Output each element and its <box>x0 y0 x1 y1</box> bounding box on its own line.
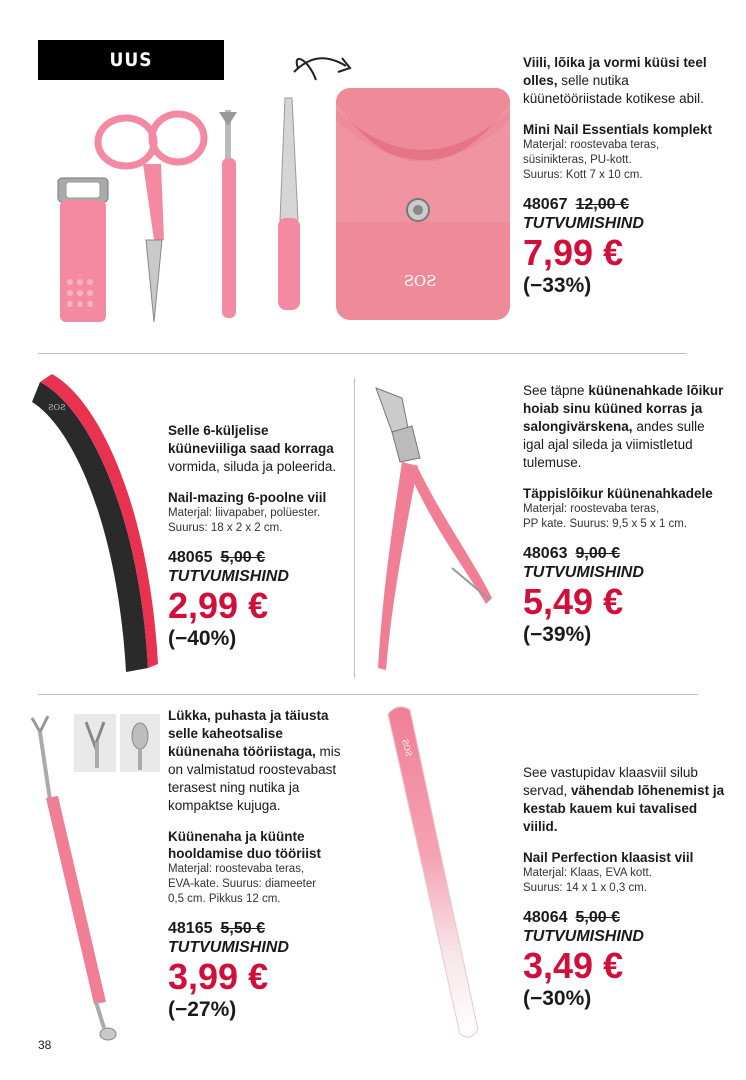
page-number: 38 <box>38 1038 52 1052</box>
product-glass-file <box>523 764 728 1012</box>
product-code: 48063 <box>523 545 568 562</box>
section-divider <box>38 694 698 695</box>
product-cuticle-duo <box>168 707 348 1023</box>
promo-label: TUTVUMISHIND <box>168 568 289 585</box>
discount: (−30%) <box>523 987 592 1010</box>
product-lead-text: See täpne <box>523 383 589 398</box>
old-price: 5,00 € <box>575 909 620 926</box>
product-name: Nail-mazing 6-poolne viil <box>168 490 327 505</box>
product-lead-text: See vastupidav klaasviil silub servad, <box>523 765 698 798</box>
product-lead-bold: küünenahkade lõikur hoiab sinu küüned korras ja salongivärskena, <box>523 383 724 434</box>
spec-line: Suurus: 14 x 1 x 0,3 cm. <box>523 882 648 894</box>
old-price: 12,00 € <box>575 196 629 213</box>
spec-line: süsinikteras, PU-kott. <box>523 154 632 166</box>
product-lead-text: mis on valmistatud roostevabast terasest ning nutika ja kompaktse kujuga. <box>168 744 341 813</box>
product-lead-text: selle nutika küünetööriistade kotikese abil. <box>523 73 704 106</box>
price: 3,49 € <box>523 945 624 986</box>
product-cuticle-nipper <box>523 382 728 648</box>
glass-nail-file-image <box>380 700 500 1045</box>
promo-label: TUTVUMISHIND <box>523 564 644 581</box>
price: 5,49 € <box>523 581 624 622</box>
product-code: 48165 <box>168 920 213 937</box>
new-badge: UUS <box>38 40 224 80</box>
product-name: Täppislõikur küünenahkadele <box>523 486 713 501</box>
spec-line: PP kate. Suurus: 9,5 x 5 x 1 cm. <box>523 518 688 530</box>
product-lead-bold: vähendab lõhenemist ja kestab kauem kui tavalised viilid. <box>523 783 725 834</box>
product-lead-bold: Selle 6-küljelise küüneviiliga saad korraga <box>168 423 334 456</box>
column-divider <box>354 378 355 678</box>
product-6sided-file <box>168 422 348 652</box>
product-code: 48067 <box>523 196 568 213</box>
spec-line: 0,5 cm. Pikkus 12 cm. <box>168 893 281 905</box>
discount: (−33%) <box>523 274 592 297</box>
cuticle-duo-tool-image <box>28 712 168 1042</box>
promo-label: TUTVUMISHIND <box>168 939 289 956</box>
svg-text:ƧOƧ: ƧOƧ <box>403 272 437 290</box>
price: 2,99 € <box>168 585 269 626</box>
nail-clipper-icon <box>58 178 108 322</box>
product-lead-bold: Viili, lõika ja vormi küüsi teel olles, <box>523 55 707 88</box>
discount: (−40%) <box>168 627 237 650</box>
spec-line: Suurus: 18 x 2 x 2 cm. <box>168 522 283 534</box>
product-lead-text: andes sulle igal ajal sileda ja viimistletud tulemuse. <box>523 419 705 470</box>
nail-file-6sided-image <box>30 368 170 688</box>
svg-text:ƧOƧ: ƧOƧ <box>48 403 66 412</box>
spec-line: EVA-kate. Suurus: diameeter <box>168 878 317 890</box>
price: 7,99 € <box>523 232 624 273</box>
scissors-icon <box>98 114 204 322</box>
product-code: 48064 <box>523 909 568 926</box>
product-code: 48065 <box>168 549 213 566</box>
promo-label: TUTVUMISHIND <box>523 215 644 232</box>
cuticle-nipper-image <box>362 378 517 678</box>
old-price: 9,00 € <box>575 545 620 562</box>
cuticle-pusher-icon <box>219 110 237 318</box>
spec-line: Materjal: liivapaber, polüester. <box>168 507 321 519</box>
price: 3,99 € <box>168 956 269 997</box>
product-mini-nail-set <box>523 54 728 299</box>
spec-line: Materjal: roostevaba teras, <box>523 503 660 515</box>
spec-line: Suurus: Kott 7 x 10 cm. <box>523 169 643 181</box>
spec-line: Materjal: roostevaba teras, <box>168 863 305 875</box>
product-name: Nail Perfection klaasist viil <box>523 850 694 865</box>
product-lead-bold: Lükka, puhasta ja täiusta selle kaheotsalise küünenaha tööriistaga, <box>168 708 329 759</box>
section-divider <box>38 353 686 354</box>
discount: (−39%) <box>523 623 592 646</box>
old-price: 5,50 € <box>220 920 265 937</box>
pouch-image <box>290 50 515 325</box>
spec-line: Materjal: roostevaba teras, <box>523 139 660 151</box>
promo-label: TUTVUMISHIND <box>523 928 644 945</box>
spec-line: Materjal: Klaas, EVA kott. <box>523 867 652 879</box>
product-name: Mini Nail Essentials komplekt <box>523 122 713 137</box>
product-name: Küünenaha ja küünte hooldamise duo tööriist <box>168 829 322 861</box>
discount: (−27%) <box>168 998 237 1021</box>
old-price: 5,00 € <box>220 549 265 566</box>
product-lead-text: vormida, siluda ja poleerida. <box>168 459 337 474</box>
svg-text:ƧOƧ: ƧOƧ <box>400 738 414 758</box>
